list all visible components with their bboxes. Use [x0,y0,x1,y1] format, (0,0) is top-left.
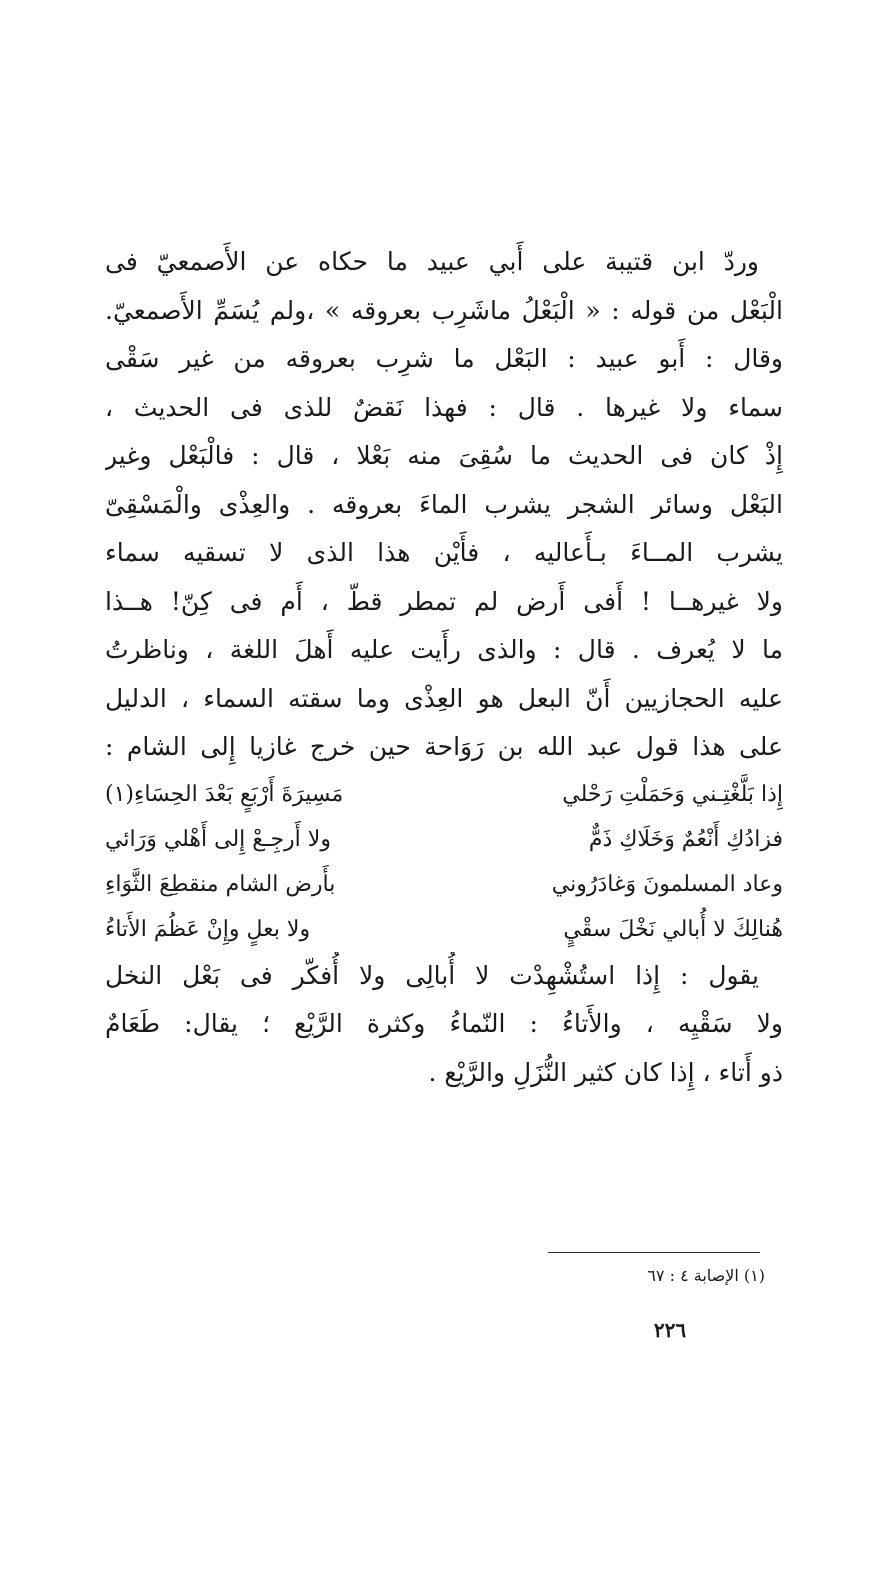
text-line: يقول : إِذا استُشْهِدْت لا أُبالِى ولا أُفكّر فى بَعْل النخل [105,960,759,990]
poem-verse [105,907,783,952]
text-line: ذو أَتاء ، إِذا كان كثير النُّزَلِ والرَّيْع . [428,1057,783,1087]
text-line: وقال : أَبو عبيد : البَعْل ما شرِب بعروقه من غير سَقْى [105,344,783,373]
poem-verse [105,772,783,817]
text-line: يشرب المــاءَ بـأَعاليه ، فأَيْن هذا الذى لا تسقيه سماء [105,538,783,567]
text-line: على هذا قول عبد الله بن رَوَاحة حين خرج غازيا إِلى الشام : [105,732,783,761]
footnote: (١) الإصابة ٤ : ٦٧ [647,1266,765,1285]
text-line: ولا غيرهــا ! أَفى أَرض لم تمطر قطّ ، أَم فى كِنّ! هــذا [105,586,783,616]
verse-second-hemistich: مَسِيرَةَ أَرْبَعٍ بَعْدَ الحِسَاءِ(١) [105,781,344,807]
verse-first-hemistich: فزادُكِ أَنْعُمٌ وَخَلَاكِ ذَمٌّ [588,826,783,852]
text-line: وردّ ابن قتيبة على أَبي عبيد ما حكاه عن الأَصمعيّ فى [105,247,759,276]
verse-second-hemistich: ولا بعلٍ وإِنْ عَظُمَ الأَتاءُ [105,916,311,942]
verse-second-hemistich: ولا أَرجِـعْ إِلى أَهْلي وَرَائي [105,826,331,852]
text-line: عليه الحجازيين أَنّ البعل هو العِذْى وما سقته السماء ، الدليل [105,683,783,713]
text-line: البَعْل وسائر الشجر يشرب الماءَ بعروقه . والعِذْى والْمَسْقِىّ [105,489,783,519]
verse-second-hemistich: بأَرض الشام منقطِعَ الثَّوَاءِ [105,871,336,897]
page-number: ٢٢٦ [653,1318,687,1342]
text-line: سماء ولا غيرها . قال : فهذا نَقضٌ للذى فى الحديث ، [105,392,783,422]
main-text [105,238,783,1097]
text-line: ولا سَقْيِه ، والأَتاءُ : النّماءُ وكثرة الرَّيْع ؛ يقال: طَعَامٌ [105,1009,783,1038]
text-line: ما لا يُعرف . قال : والذى رأَيت عليه أَهلَ اللغة ، وناظرتُ [105,635,783,664]
text-line: الْبَعْل من قوله : « الْبَعْلُ ماشَرِب بعروقه » ،ولم يُسَمِّ الأَصمعيّ. [105,295,783,325]
poem-verse [105,817,783,862]
verse-first-hemistich: وعاد المسلمونَ وَغادَرُوني [551,871,783,897]
text-line: إِذْ كان فى الحديث ما سُقِىَ منه بَعْلا ، قال : فالْبَعْل وغير [105,441,783,470]
verse-first-hemistich: هُنالِكَ لا أُبالي نَخْلَ سقْيٍ [563,916,783,942]
poem-verse [105,862,783,907]
footnote-divider [548,1252,760,1253]
verse-first-hemistich: إِذا بَلَّغْتِـني وَحَمَلْتِ رَحْلي [562,781,783,807]
